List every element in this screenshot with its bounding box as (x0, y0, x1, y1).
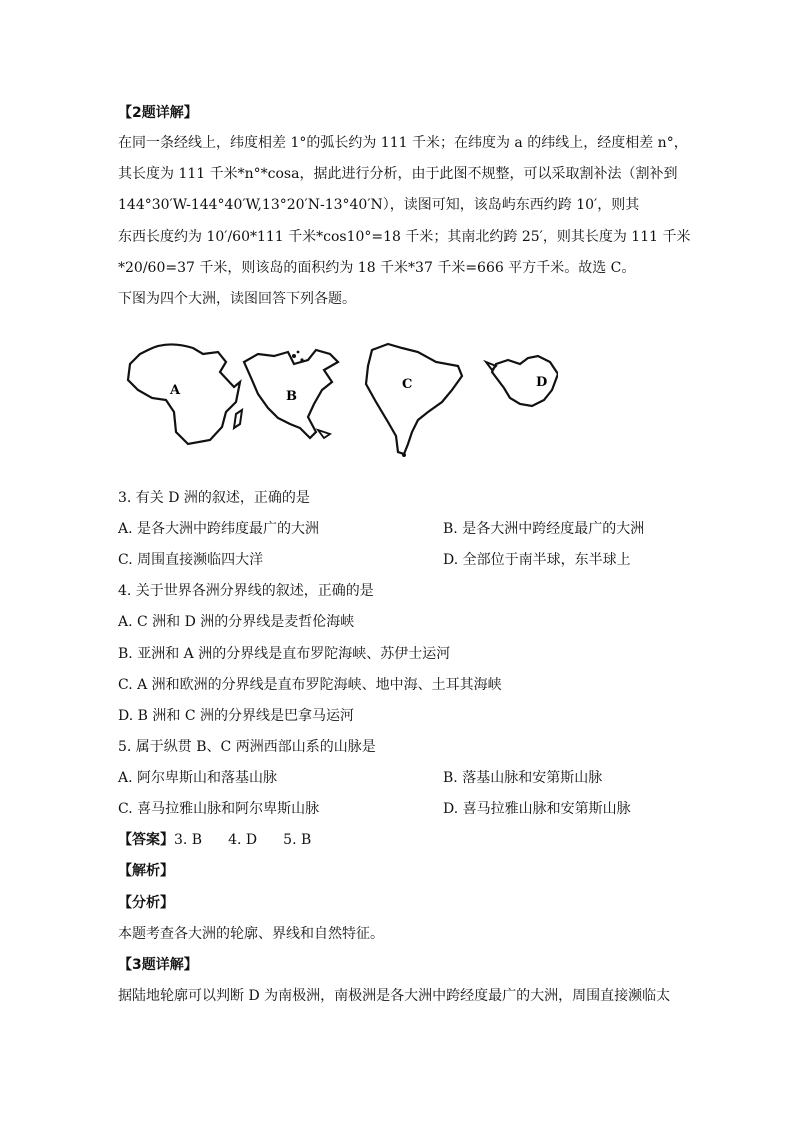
paragraph-line: 在同一条经线上，纬度相差 1°的弧长约为 111 千米；在纬度为 a 的纬线上，经度相差 n°， (118, 135, 688, 151)
paragraph-line: *20/60=37 千米，则该岛的面积约为 18 千米*37 千米=666 平方千米。故选 C。 (118, 260, 636, 276)
fenxi-heading: 【分析】 (118, 895, 174, 911)
paragraph-line: 144°30′W-144°40′W,13°20′N-13°40′N），读图可知，该岛屿东西约跨 10′，则其 (118, 197, 640, 213)
section-heading-q3: 【3题详解】 (118, 957, 198, 973)
q3-option-a: A. 是各大洲中跨纬度最广的大洲 (118, 521, 320, 537)
fenxi-text: 本题考查各大洲的轮廓、界线和自然特征。 (118, 926, 384, 942)
q5-option-d: D. 喜马拉雅山脉和安第斯山脉 (443, 801, 631, 817)
map-label-a: A (170, 383, 181, 398)
continent-d-outline (492, 356, 558, 406)
answer-line (118, 830, 337, 850)
question-3-stem: 3. 有关 D 洲的叙述，正确的是 (118, 490, 310, 506)
q4-option-a: A. C 洲和 D 洲的分界线是麦哲伦海峡 (118, 614, 355, 630)
answer-item: 4. D (228, 832, 258, 848)
map-label-b: B (286, 389, 297, 404)
q3-option-b: B. 是各大洲中跨经度最广的大洲 (443, 521, 645, 537)
map-label-d: D (536, 375, 548, 390)
answer-item: 5. B (283, 832, 312, 848)
q4-option-b: B. 亚洲和 A 洲的分界线是直布罗陀海峡、苏伊士运河 (118, 646, 451, 662)
q5-option-b: B. 落基山脉和安第斯山脉 (443, 770, 603, 786)
intro-text: 下图为四个大洲，读图回答下列各题。 (118, 291, 356, 307)
continent-a-outline (128, 345, 240, 445)
q4-option-c: C. A 洲和欧洲的分界线是直布罗陀海峡、地中海、土耳其海峡 (118, 677, 502, 693)
q5-option-c: C. 喜马拉雅山脉和阿尔卑斯山脉 (118, 801, 320, 817)
q3-detail-text: 据陆地轮廓可以判断 D 为南极洲，南极洲是各大洲中跨经度最广的大洲，周围直接濒临太 (118, 988, 671, 1004)
analysis-heading: 【解析】 (118, 863, 174, 879)
q5-option-a: A. 阿尔卑斯山和落基山脉 (118, 770, 278, 786)
question-4-stem: 4. 关于世界各洲分界线的叙述，正确的是 (118, 583, 374, 599)
antarctic-peninsula-outline (486, 362, 496, 370)
continents-map (118, 332, 558, 462)
map-label-c: C (402, 377, 413, 392)
question-5-stem: 5. 属于纵贯 B、C 两洲西部山系的山脉是 (118, 739, 376, 755)
island-outline (318, 430, 330, 438)
q3-option-d: D. 全部位于南半球，东半球上 (443, 552, 631, 568)
section-heading-q2: 【2题详解】 (118, 105, 198, 121)
madagascar-outline (234, 410, 242, 428)
q4-option-d: D. B 洲和 C 洲的分界线是巴拿马运河 (118, 708, 354, 724)
paragraph-line: 其长度为 111 千米*n°*cosa，据此进行分析，由于此图不规整，可以采取割补法（割补到 (118, 166, 678, 182)
continent-c-outline (366, 344, 462, 454)
answer-item: 3. B (174, 832, 203, 848)
q3-option-c: C. 周围直接濒临四大洋 (118, 552, 264, 568)
answer-label: 【答案】 (118, 832, 174, 848)
paragraph-line: 东西长度约为 10′/60*111 千米*cos10°=18 千米；其南北约跨 25′，则其长度为 111 千米 (118, 229, 691, 245)
